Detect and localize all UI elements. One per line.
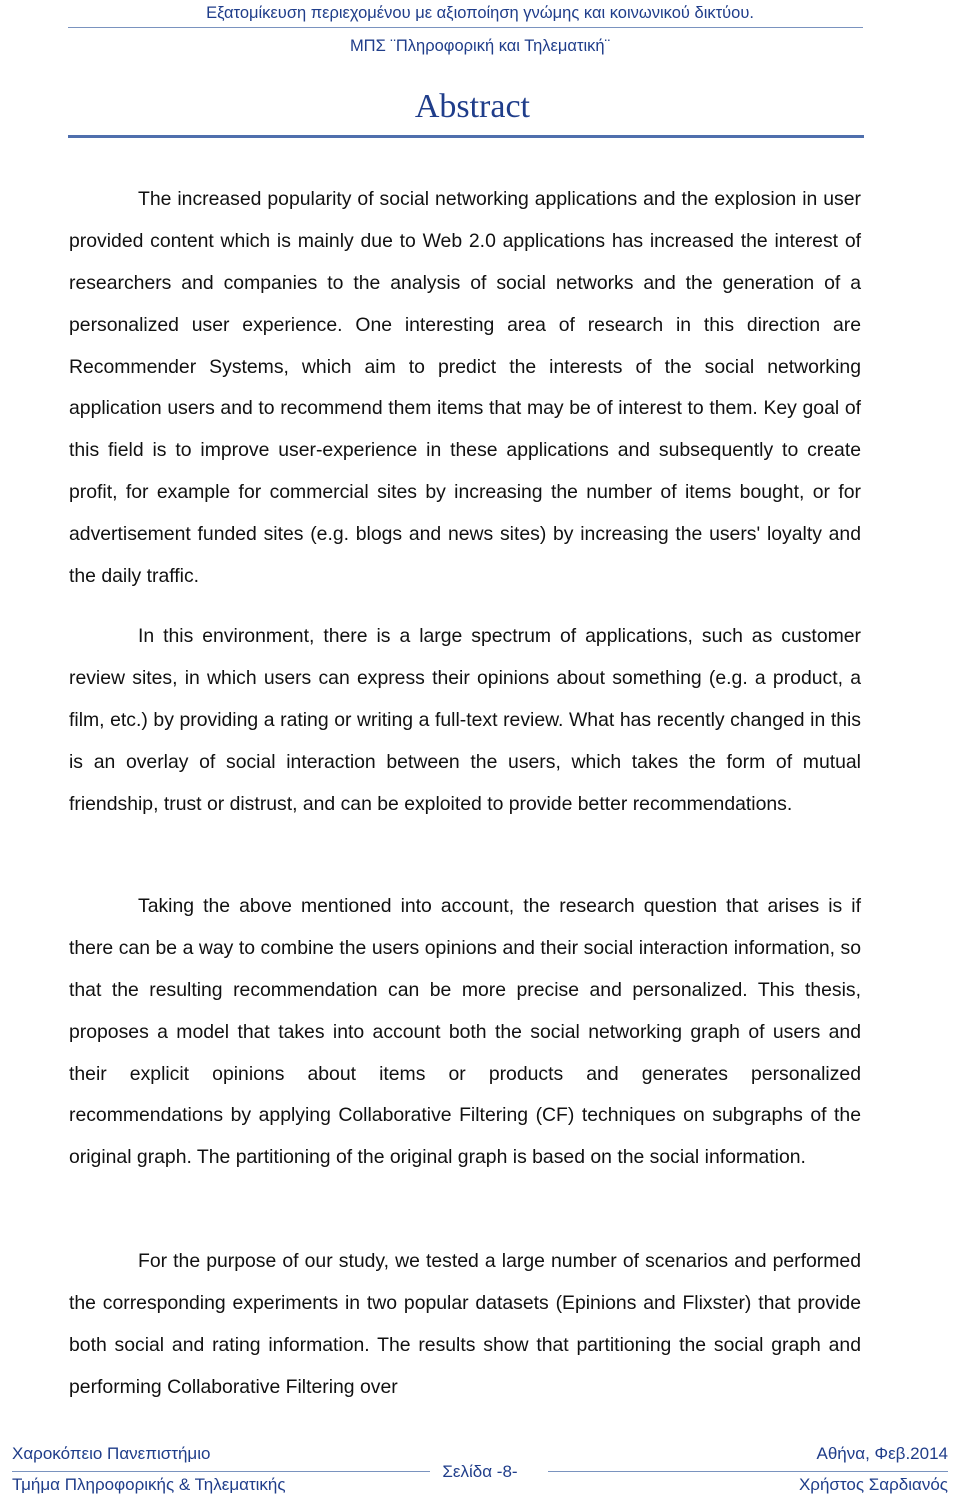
abstract-paragraph-3: Taking the above mentioned into account, the research question that arises is if there can be a way to combine the users opinions and their social interaction information, so that the resulting recommendation can be more precise and personalized. This thesis, proposes a model that takes into account both the social networking graph of users and their explicit opinions about items or products and generates personalized recommendations by applying Collaborative Filtering (CF) techniques on subgraphs of the original graph. The partitioning of the original graph is based on the social information. <box>69 895 861 1169</box>
footer-page-number: Σελίδα -8- <box>442 1462 518 1481</box>
footer-place-date: Αθήνα, Φεβ.2014 <box>816 1444 948 1463</box>
running-header-title: Εξατομίκευση περιεχομένου με αξιοποίηση γνώμης και κοινωνικού δικτύου. <box>206 4 754 22</box>
abstract-paragraph-4: For the purpose of our study, we tested a large number of scenarios and performed the corresponding experiments in two popular datasets (Epinions and Flixster) that provide both social and rating information. The results show that partitioning the social graph and performing Collaborative Filtering over <box>69 1250 861 1398</box>
footer-author: Χρήστος Σαρδιανός <box>798 1475 948 1494</box>
footer-divider-right <box>548 1471 948 1472</box>
header-divider <box>68 27 863 28</box>
section-title: Abstract <box>414 88 530 125</box>
abstract-paragraph-2: In this environment, there is a large spectrum of applications, such as customer review sites, in which users can express their opinions about something (e.g. a product, a film, etc.) by providing a rating or writing a full-text review. What has recently changed in this is an overlay of social interaction between the users, which takes the form of mutual friendship, trust or distrust, and can be exploited to provide better recommendations. <box>69 625 861 815</box>
section-title-wrapper <box>0 84 930 130</box>
abstract-paragraph-1: The increased popularity of social networking applications and the explosion in user provided content which is mainly due to Web 2.0 applications has increased the interest of researchers and companies to the analysis of social networks and the generation of a personalized user experience. One interesting area of research in this direction are Recommender Systems, which aim to predict the interests of the social networking application users and to recommend them items that may be of interest to them. Key goal of this field is to improve user-experience in these applications and subsequently to create profit, for example for commercial sites by increasing the number of items bought, or for advertisement funded sites (e.g. blogs and news sites) by increasing the users' loyalty and the daily traffic. <box>69 188 861 587</box>
title-underline <box>68 135 864 138</box>
footer-department: Τμήμα Πληροφορικής & Τηλεματικής <box>12 1475 286 1494</box>
running-header-program: ΜΠΣ ¨Πληροφορική και Τηλεματική¨ <box>349 37 611 55</box>
footer-university: Χαροκόπειο Πανεπιστήμιο <box>12 1444 211 1463</box>
